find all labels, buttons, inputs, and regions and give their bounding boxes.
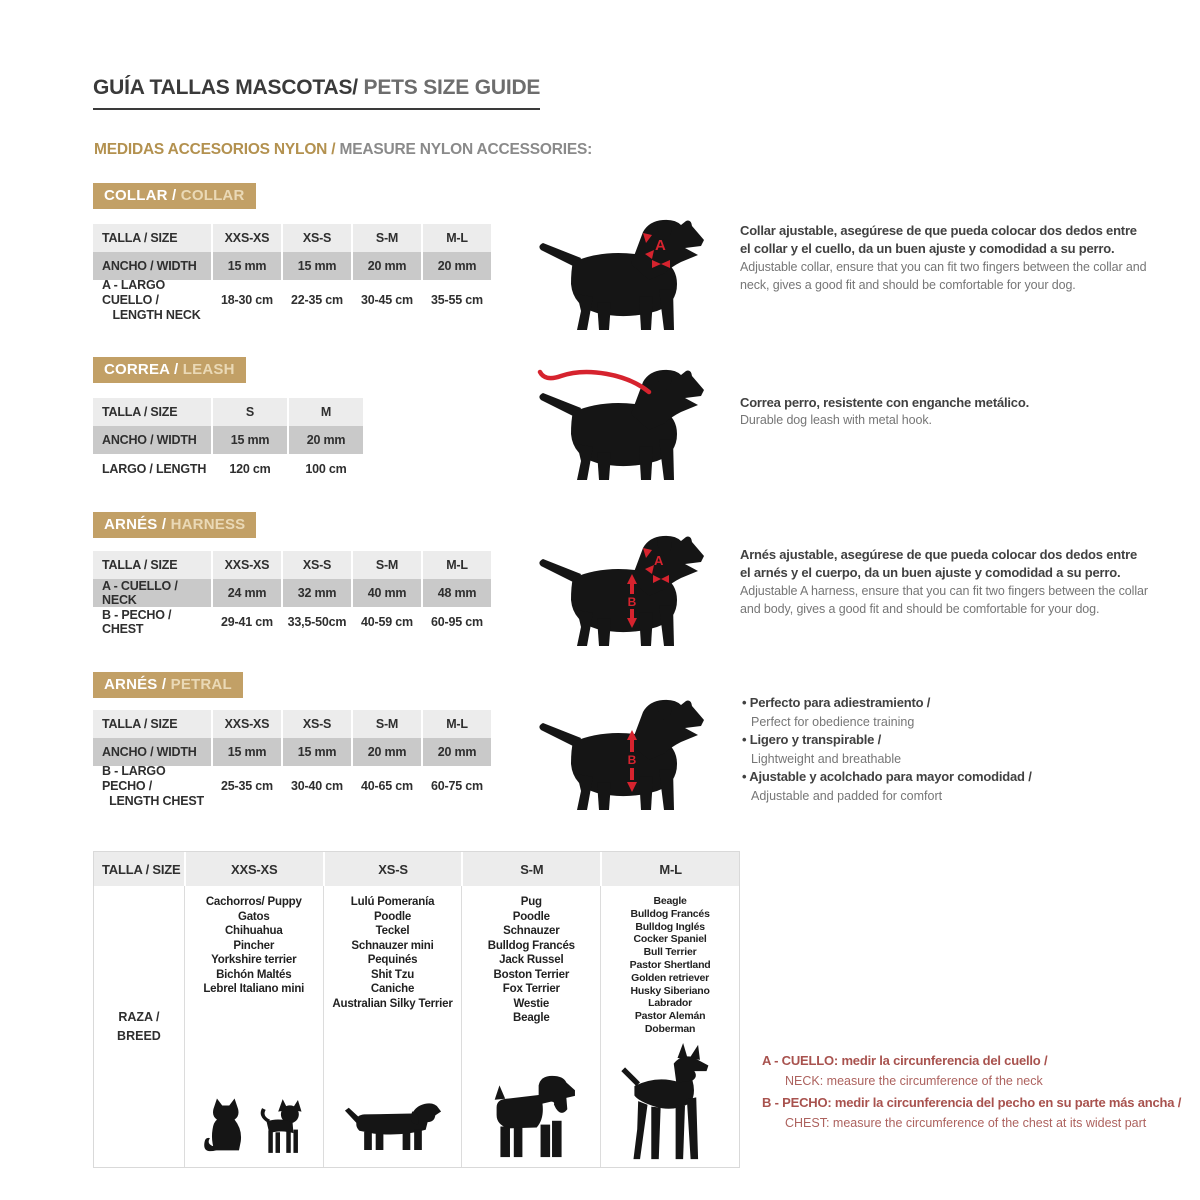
breed-name: Poodle (373, 910, 412, 923)
breed-name: Beagle (653, 895, 687, 907)
breed-name: Lebrel Italiano mini (203, 983, 305, 995)
xxs-xs-pet-silhouettes (185, 1093, 323, 1155)
table-row: B - LARGO PECHO / LENGTH CHEST 25-35 cm 30-40 cm 40-65 cm 60-75 cm (93, 766, 491, 806)
collar-description: Collar ajustable, asegúrese de que pueda colocar dos dedos entre el collar y el cuello, da un buen ajuste y comodidad a su perro. Adjustable collar, ensure that you can fit two fingers between the collar and neck, gives a good fit and should be comfortable for your dog. (740, 223, 1147, 292)
m-l-pet-silhouettes (601, 1043, 739, 1161)
breed-name: Bulldog Inglés (635, 920, 705, 933)
table-row: TALLA / SIZE XXS-XS XS-S S-M M-L (93, 551, 491, 579)
breed-name: Shit Tzu (370, 968, 415, 981)
breed-name: Bichón Maltés (216, 968, 292, 981)
breed-name: Doberman (644, 1022, 696, 1035)
xs-s-pet-silhouettes (324, 1099, 462, 1151)
table-row: TALLA / SIZE S M (93, 398, 363, 426)
table-row: ANCHO / WIDTH 15 mm 15 mm 20 mm 20 mm (93, 252, 491, 280)
page-subtitle (94, 141, 592, 159)
cat-icon (202, 1093, 246, 1155)
breed-name: Labrador (648, 997, 693, 1010)
breed-name: Pincher (233, 939, 275, 952)
breed-name: Gatos (237, 910, 270, 923)
breed-name: Yorkshire terrier (211, 954, 297, 966)
collar-size-table (93, 224, 491, 320)
breed-name: Lulú Pomeranía (350, 896, 435, 908)
table-row: TALLA / SIZE XXS-XS XS-S S-M M-L (93, 224, 491, 252)
breed-name: Pastor Alemán (634, 1010, 706, 1023)
table-row: TALLA / SIZE XXS-XS XS-S S-M M-L (93, 710, 491, 738)
s-m-pet-silhouettes (462, 1073, 600, 1159)
breed-name: Cachorros/ Puppy (205, 896, 302, 908)
page-title-es: GUÍA TALLAS MASCOTAS/ (93, 76, 358, 99)
breed-size-table (93, 851, 740, 1168)
page-subtitle-es: MEDIDAS ACCESORIOS NYLON / (94, 141, 336, 158)
dachshund-icon (343, 1099, 443, 1151)
breed-name: Westie (513, 997, 550, 1010)
breed-table-body (94, 886, 739, 1167)
breed-name: Schnauzer mini (351, 939, 434, 952)
svg-text:B: B (627, 595, 637, 609)
breed-column-m-l (600, 886, 739, 1167)
breed-name: Caniche (370, 983, 415, 995)
breed-name: Bulldog Francés (630, 907, 710, 920)
breed-column-xs-s (323, 886, 462, 1167)
breed-name: Husky Siberiano (630, 984, 710, 997)
leash-description: Correa perro, resistente con enganche metálico. Durable dog leash with metal hook. (740, 395, 1029, 428)
breed-name: Poodle (512, 910, 550, 923)
chihuahua-icon (254, 1097, 306, 1155)
schnauzer-icon (485, 1073, 577, 1159)
doberman-icon (617, 1043, 723, 1161)
petral-size-table (93, 710, 491, 806)
petral-dog-illustration (535, 692, 715, 812)
page-title (93, 76, 540, 110)
breed-name: Cocker Spaniel (633, 933, 707, 946)
breed-name: Boston Terrier (493, 968, 570, 981)
petral-chest-marker-icon (627, 730, 637, 792)
breed-table-header: TALLA / SIZE XXS-XS XS-S S-M M-L (94, 852, 739, 886)
red-leash-icon (540, 372, 649, 392)
breed-column-s-m (461, 886, 600, 1167)
breed-column-xxs-xs (184, 886, 323, 1167)
harness-section-badge: ARNÉS / HARNESS (93, 512, 256, 538)
breed-name: Golden retriever (631, 971, 710, 984)
list-item: • Ajustable y acolchado para mayor comodidad / Adjustable and padded for comfort (742, 768, 1142, 805)
breed-name: Pequinés (367, 954, 418, 966)
breed-name: Chihuahua (224, 925, 283, 937)
table-row: LARGO / LENGTH 120 cm 100 cm (93, 454, 363, 484)
svg-text:A: A (655, 237, 666, 254)
collar-section-badge: COLLAR / COLLAR (93, 183, 256, 209)
breed-name: Pug (520, 896, 542, 908)
harness-chest-marker-icon (627, 574, 637, 628)
breed-name: Teckel (375, 925, 410, 937)
page-title-en: PETS SIZE GUIDE (357, 76, 541, 99)
breed-name: Bulldog Francés (487, 939, 575, 952)
table-row: ANCHO / WIDTH 15 mm 15 mm 20 mm 20 mm (93, 738, 491, 766)
breed-name: Beagle (513, 1012, 550, 1024)
breed-name: Australian Silky Terrier (332, 997, 453, 1010)
list-item: • Perfecto para adiestramiento / Perfect for obedience training (742, 694, 1142, 731)
leash-dog-illustration (535, 362, 715, 482)
leash-section-badge: CORREA / LEASH (93, 357, 246, 383)
table-row: ANCHO / WIDTH 15 mm 20 mm (93, 426, 363, 454)
measurement-notes: A - CUELLO: medir la circunferencia del cuello / NECK: measure the circumference of the neck B - PECHO: medir la circunferencia del pecho en su parte más ancha / CHEST: measure the circumference of the chest at its widest part (762, 1053, 1182, 1131)
breed-row-label: RAZA / BREED (117, 1009, 161, 1043)
petral-section-badge: ARNÉS / PETRAL (93, 672, 243, 698)
svg-text:A: A (654, 553, 664, 568)
breed-name: Jack Russel (499, 954, 564, 966)
table-row: A - CUELLO / NECK 24 mm 32 mm 40 mm 48 mm (93, 579, 491, 607)
table-row: B - PECHO / CHEST 29-41 cm 33,5-50cm 40-59 cm 60-95 cm (93, 607, 491, 637)
svg-text:B: B (627, 753, 637, 767)
breed-name: Bull Terrier (643, 946, 697, 959)
page-subtitle-en: MEASURE NYLON ACCESSORIES: (335, 141, 593, 158)
breed-name: Pastor Shertland (629, 958, 711, 971)
harness-size-table (93, 551, 491, 637)
breed-name: Fox Terrier (502, 983, 560, 995)
breed-name: Schnauzer (503, 925, 560, 937)
collar-dog-illustration (535, 212, 715, 332)
harness-description: Arnés ajustable, asegúrese de que pueda colocar dos dedos entre el arnés y el cuerpo, da un buen ajuste y comodidad a su perro. Adjustable A harness, ensure that you can fit two fingers between the collar and body, gives a good fit and should be comfortable for your dog. (740, 547, 1148, 616)
list-item: • Ligero y transpirable / Lightweight and breathable (742, 731, 1142, 768)
harness-dog-illustration (535, 528, 715, 648)
petral-feature-list (742, 694, 1142, 805)
table-row: A - LARGO CUELLO / LENGTH NECK 18-30 cm 22-35 cm 30-45 cm 35-55 cm (93, 280, 491, 320)
leash-size-table (93, 398, 363, 484)
